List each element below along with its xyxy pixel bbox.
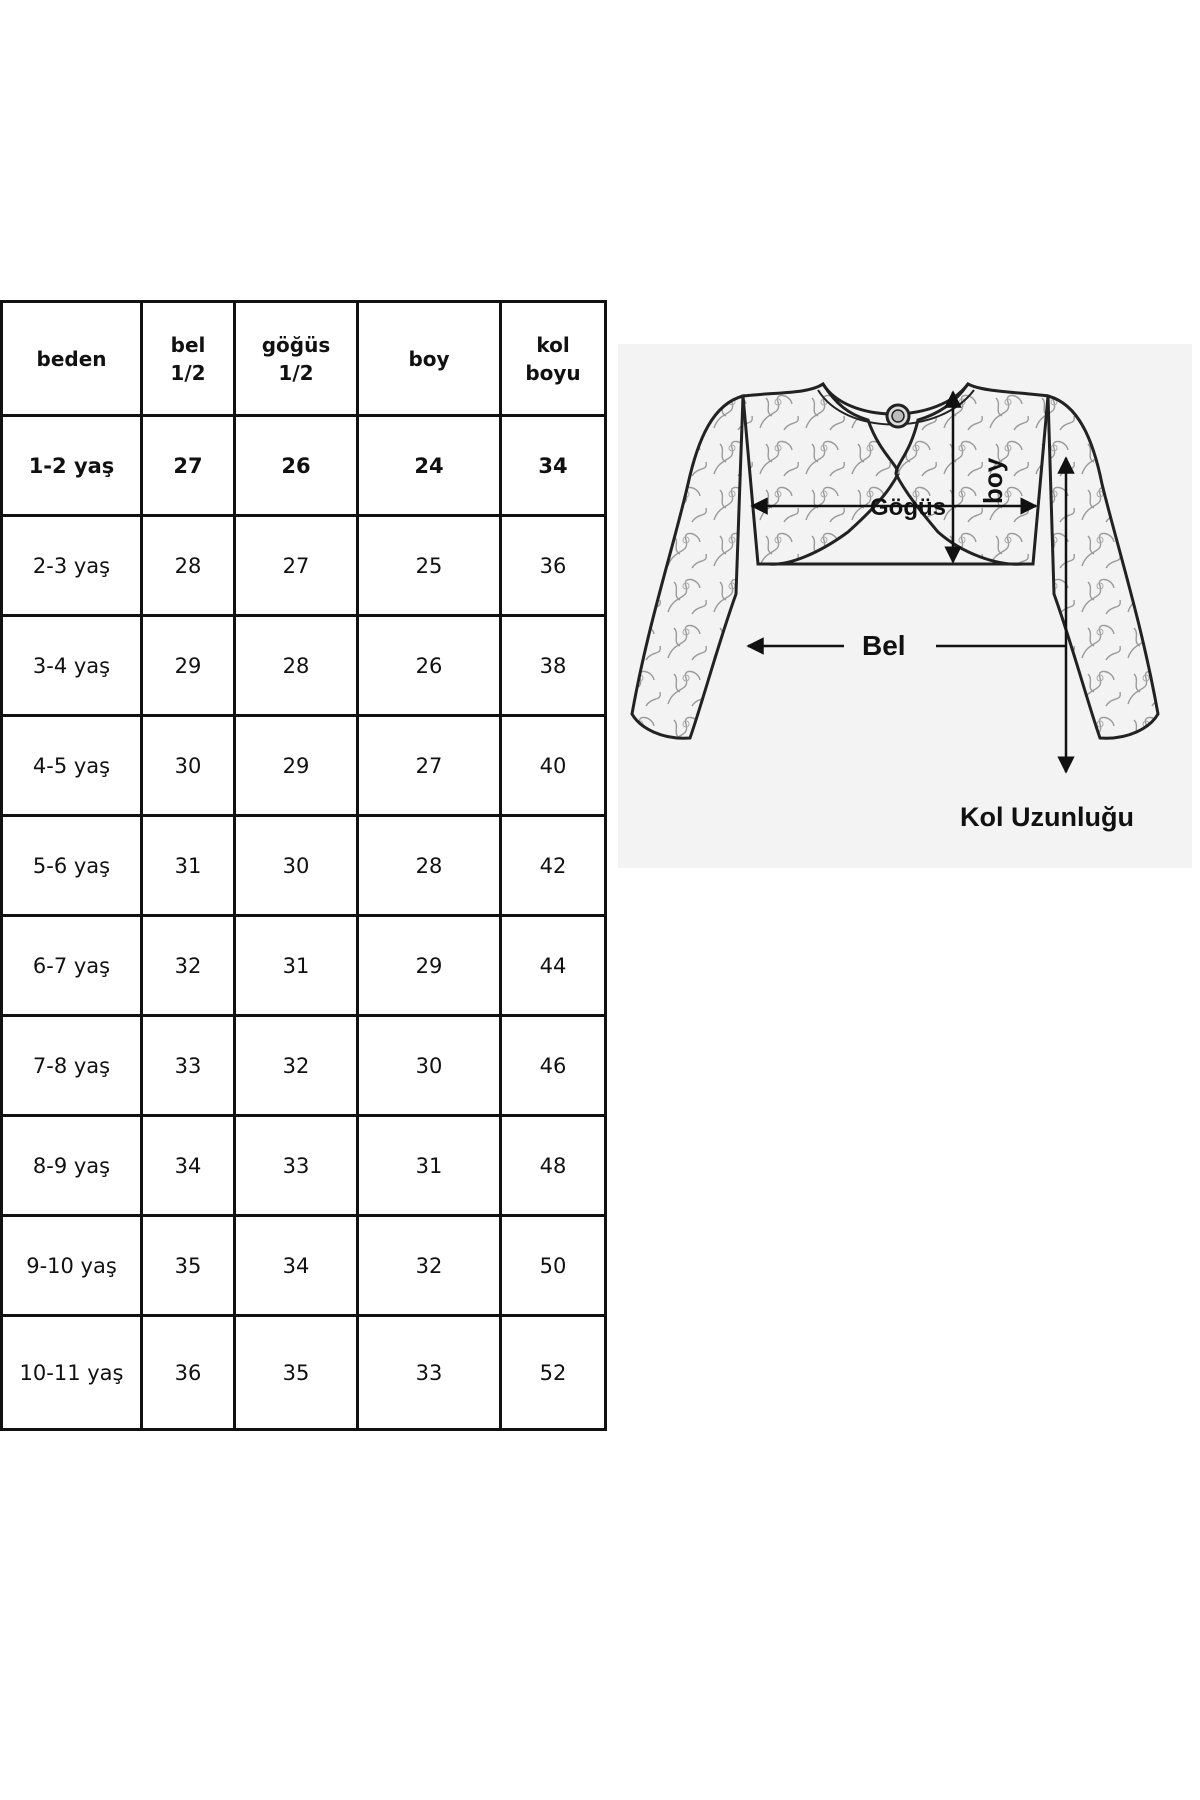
cell-gogus: 27	[235, 516, 358, 616]
cell-kol: 46	[501, 1016, 606, 1116]
cell-boy: 27	[358, 716, 501, 816]
table-header-row	[2, 302, 606, 416]
cell-kol: 38	[501, 616, 606, 716]
cell-kol: 44	[501, 916, 606, 1016]
cell-bel: 30	[142, 716, 235, 816]
cell-kol: 36	[501, 516, 606, 616]
cell-bel: 27	[142, 416, 235, 516]
cell-beden: 5-6 yaş	[2, 816, 142, 916]
table-row	[2, 1016, 606, 1116]
table-row	[2, 1316, 606, 1430]
cell-bel: 28	[142, 516, 235, 616]
bel-label: Bel	[862, 630, 906, 661]
cell-kol: 50	[501, 1216, 606, 1316]
header-gogus	[235, 302, 358, 416]
cell-boy: 31	[358, 1116, 501, 1216]
gogus-label: Gögüs	[870, 494, 946, 521]
cell-kol: 40	[501, 716, 606, 816]
cell-boy: 24	[358, 416, 501, 516]
cell-bel: 31	[142, 816, 235, 916]
header-kol	[501, 302, 606, 416]
cell-beden: 2-3 yaş	[2, 516, 142, 616]
cell-gogus: 31	[235, 916, 358, 1016]
header-bel-line2: 1/2	[170, 360, 206, 385]
header-boy: boy	[358, 302, 501, 416]
cell-gogus: 30	[235, 816, 358, 916]
cell-beden: 8-9 yaş	[2, 1116, 142, 1216]
table-row	[2, 816, 606, 916]
cell-kol: 34	[501, 416, 606, 516]
table-row	[2, 716, 606, 816]
cell-boy: 26	[358, 616, 501, 716]
cell-boy: 28	[358, 816, 501, 916]
cell-bel: 35	[142, 1216, 235, 1316]
cell-gogus: 34	[235, 1216, 358, 1316]
cell-beden: 3-4 yaş	[2, 616, 142, 716]
cell-gogus: 29	[235, 716, 358, 816]
bolero-sketch	[618, 344, 1192, 868]
cell-beden: 7-8 yaş	[2, 1016, 142, 1116]
cell-boy: 32	[358, 1216, 501, 1316]
cell-boy: 30	[358, 1016, 501, 1116]
table-row	[2, 416, 606, 516]
header-kol-line1: kol	[536, 332, 570, 357]
cell-boy: 25	[358, 516, 501, 616]
cell-boy: 33	[358, 1316, 501, 1430]
garment-outline	[632, 384, 1158, 738]
table-row	[2, 1116, 606, 1216]
table-row	[2, 516, 606, 616]
cell-gogus: 33	[235, 1116, 358, 1216]
table-row	[2, 1216, 606, 1316]
cell-bel: 33	[142, 1016, 235, 1116]
cell-beden: 10-11 yaş	[2, 1316, 142, 1430]
size-table	[0, 300, 607, 1431]
header-bel	[142, 302, 235, 416]
cell-beden: 1-2 yaş	[2, 416, 142, 516]
cell-beden: 4-5 yaş	[2, 716, 142, 816]
cell-boy: 29	[358, 916, 501, 1016]
cell-kol: 52	[501, 1316, 606, 1430]
bolero-measurement-diagram	[618, 344, 1192, 868]
cell-gogus: 32	[235, 1016, 358, 1116]
cell-bel: 32	[142, 916, 235, 1016]
cell-gogus: 28	[235, 616, 358, 716]
header-bel-line1: bel	[170, 332, 206, 357]
cell-beden: 9-10 yaş	[2, 1216, 142, 1316]
kol-uzunlugu-label: Kol Uzunluğu	[960, 802, 1134, 832]
table-row	[2, 916, 606, 1016]
table-row	[2, 616, 606, 716]
cell-gogus: 26	[235, 416, 358, 516]
cell-beden: 6-7 yaş	[2, 916, 142, 1016]
cell-bel: 34	[142, 1116, 235, 1216]
header-gogus-line1: göğüs	[261, 332, 331, 357]
cell-kol: 42	[501, 816, 606, 916]
cell-gogus: 35	[235, 1316, 358, 1430]
cell-kol: 48	[501, 1116, 606, 1216]
cell-bel: 29	[142, 616, 235, 716]
boy-label: boy	[978, 457, 1008, 504]
cell-bel: 36	[142, 1316, 235, 1430]
header-kol-line2: boyu	[525, 360, 581, 385]
header-gogus-line2: 1/2	[278, 360, 314, 385]
header-beden: beden	[2, 302, 142, 416]
